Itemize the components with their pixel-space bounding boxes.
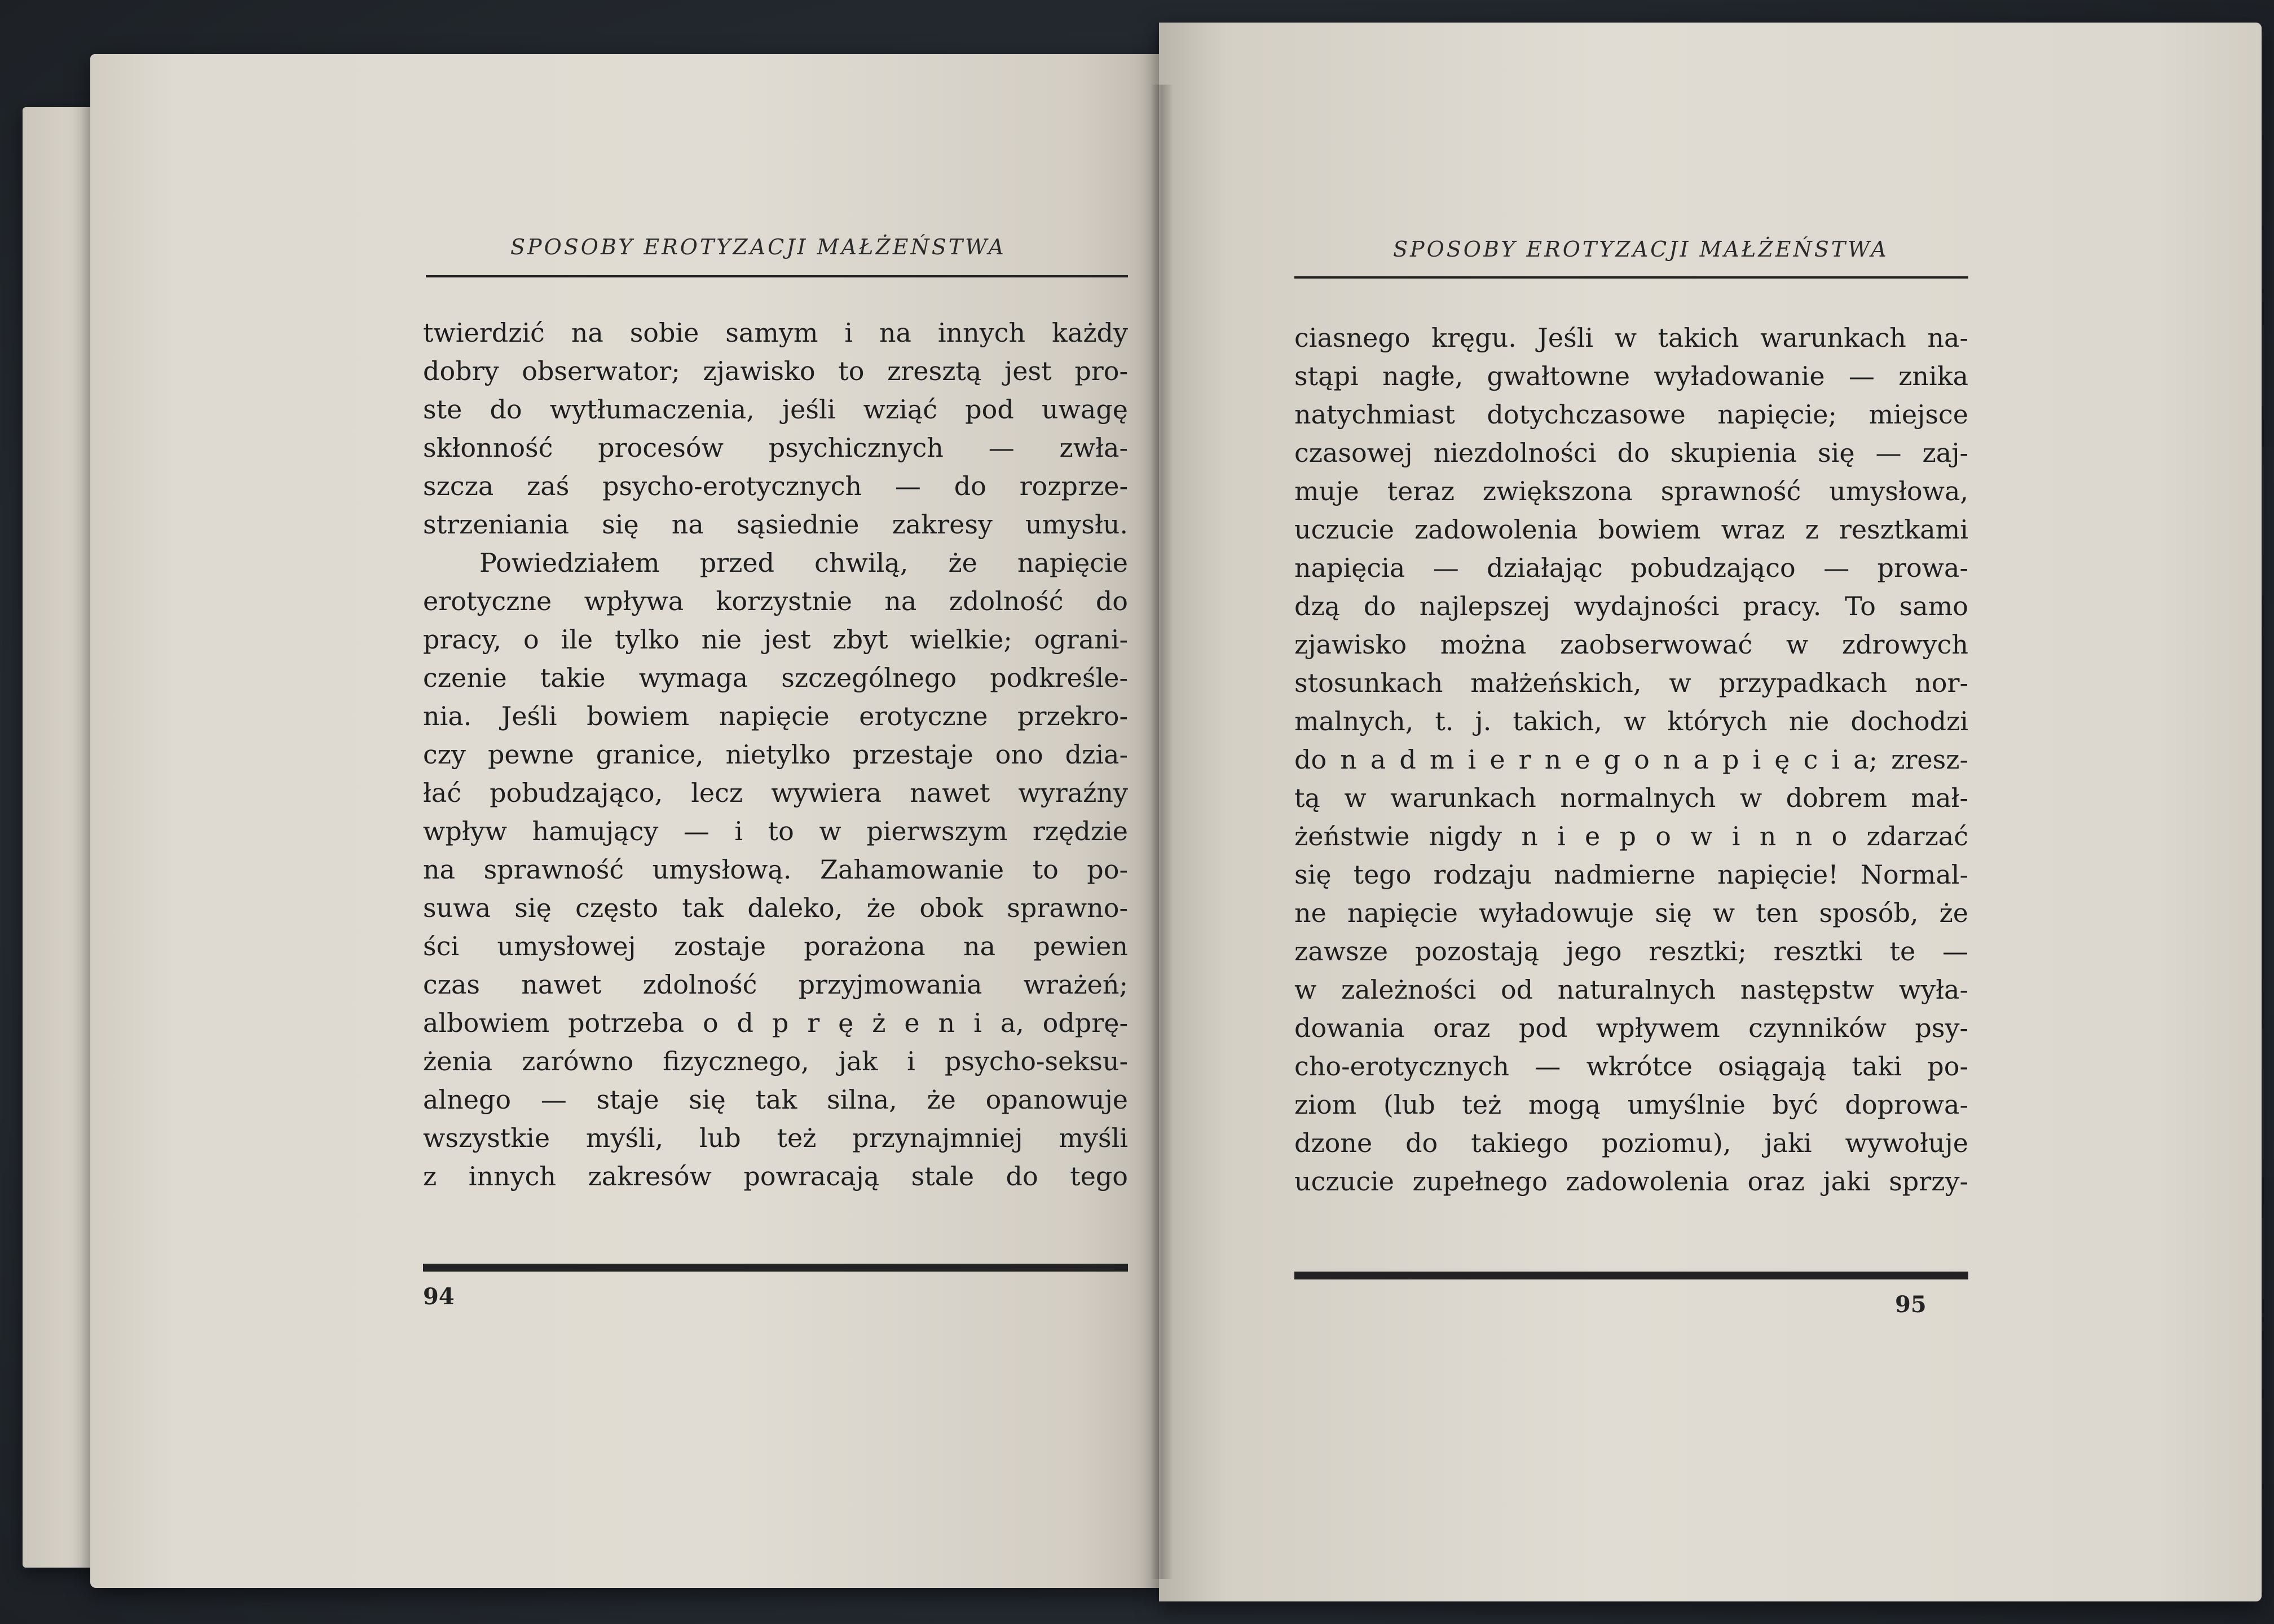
text-line: stosunkach małżeńskich, w przypadkach nor- (1294, 668, 1968, 698)
text-line: erotyczne wpływa korzystnie na zdolność do (423, 586, 1128, 616)
text-line: do n a d m i e r n e g o n a p i ę c i a; zresz- (1294, 744, 1968, 775)
text-line: czasowej niezdolności do skupienia się — zaj- (1294, 438, 1968, 468)
text-line: alnego — staje się tak silna, że opanowuje (423, 1084, 1128, 1115)
left-head-rule (426, 275, 1128, 277)
text-line: łać pobudzająco, lecz wywiera nawet wyraźny (423, 778, 1128, 808)
right-head-rule (1294, 276, 1968, 279)
text-line: suwa się często tak daleko, że obok sprawno- (423, 893, 1128, 923)
text-line: twierdzić na sobie samym i na innych każdy (423, 317, 1128, 348)
right-foot-rule (1294, 1272, 1968, 1279)
right-page-number: 95 (1895, 1291, 1927, 1318)
text-line: stąpi nagłe, gwałtowne wyładowanie — znika (1294, 361, 1968, 391)
text-line: ciasnego kręgu. Jeśli w takich warunkach na- (1294, 323, 1968, 353)
right-running-head: SPOSOBY EROTYZACJI MAŁŻEŃSTWA (1393, 237, 1889, 262)
text-line: dzą do najlepszej wydajności pracy. To samo (1294, 591, 1968, 621)
text-line: nia. Jeśli bowiem napięcie erotyczne przekro- (423, 701, 1128, 731)
text-line: czy pewne granice, nietylko przestaje ono dzia- (423, 739, 1128, 770)
text-line: ści umysłowej zostaje porażona na pewien (423, 931, 1128, 961)
text-line: z innych zakresów powracają stale do tego (423, 1161, 1128, 1191)
text-line: się tego rodzaju nadmierne napięcie! Normal- (1294, 859, 1968, 890)
left-body-text (423, 314, 1128, 1216)
text-line: zjawisko można zaobserwować w zdrowych (1294, 629, 1968, 660)
text-line: Powiedziałem przed chwilą, że napięcie (479, 548, 1128, 578)
text-line: czas nawet zdolność przyjmowania wrażeń; (423, 969, 1128, 1000)
text-line: strzeniania się na sąsiednie zakresy umysłu. (423, 509, 1128, 540)
text-line: zawsze pozostają jego resztki; resztki te — (1294, 936, 1968, 967)
text-line: czenie takie wymaga szczególnego podkreśle- (423, 663, 1128, 693)
right-body-text (1294, 319, 1968, 1221)
left-page-number: 94 (423, 1283, 455, 1310)
text-line: muje teraz zwiększona sprawność umysłowa, (1294, 476, 1968, 506)
text-line: wszystkie myśli, lub też przynajmniej myśli (423, 1123, 1128, 1153)
text-line: wpływ hamujący — i to w pierwszym rzędzie (423, 816, 1128, 846)
text-line: dobry obserwator; zjawisko to zresztą jest pro- (423, 356, 1128, 386)
text-line: natychmiast dotychczasowe napięcie; miejsce (1294, 399, 1968, 430)
text-line: albowiem potrzeba o d p r ę ż e n i a, odprę- (423, 1008, 1128, 1038)
text-line: uczucie zadowolenia bowiem wraz z resztkami (1294, 514, 1968, 545)
left-page (90, 54, 1162, 1588)
book-gutter (1151, 85, 1173, 1579)
text-line: ste do wytłumaczenia, jeśli wziąć pod uwagę (423, 394, 1128, 425)
text-line: napięcia — działając pobudzająco — prowa- (1294, 553, 1968, 583)
right-page (1159, 23, 2262, 1601)
text-line: uczucie zupełnego zadowolenia oraz jaki sprzy- (1294, 1166, 1968, 1197)
text-line: ne napięcie wyładowuje się w ten sposób, że (1294, 898, 1968, 928)
text-line: w zależności od naturalnych następstw wyła- (1294, 974, 1968, 1005)
text-line: malnych, t. j. takich, w których nie dochodzi (1294, 706, 1968, 736)
text-line: cho-erotycznych — wkrótce osiągają taki po- (1294, 1051, 1968, 1082)
left-running-head: SPOSOBY EROTYZACJI MAŁŻEŃSTWA (510, 235, 1006, 259)
text-line: żeństwie nigdy n i e p o w i n n o zdarzać (1294, 821, 1968, 851)
text-line: szcza zaś psycho-erotycznych — do rozprze- (423, 471, 1128, 501)
text-line: skłonność procesów psychicznych — zwła- (423, 433, 1128, 463)
left-foot-rule (423, 1264, 1128, 1272)
text-line: ziom (lub też mogą umyślnie być doprowa- (1294, 1089, 1968, 1120)
text-line: pracy, o ile tylko nie jest zbyt wielkie; ograni- (423, 624, 1128, 655)
text-line: na sprawność umysłową. Zahamowanie to po- (423, 854, 1128, 885)
text-line: dowania oraz pod wpływem czynników psy- (1294, 1013, 1968, 1043)
text-line: dzone do takiego poziomu), jaki wywołuje (1294, 1128, 1968, 1158)
text-line: tą w warunkach normalnych w dobrem mał- (1294, 783, 1968, 813)
text-line: żenia zarówno fizycznego, jak i psycho-seksu- (423, 1046, 1128, 1076)
